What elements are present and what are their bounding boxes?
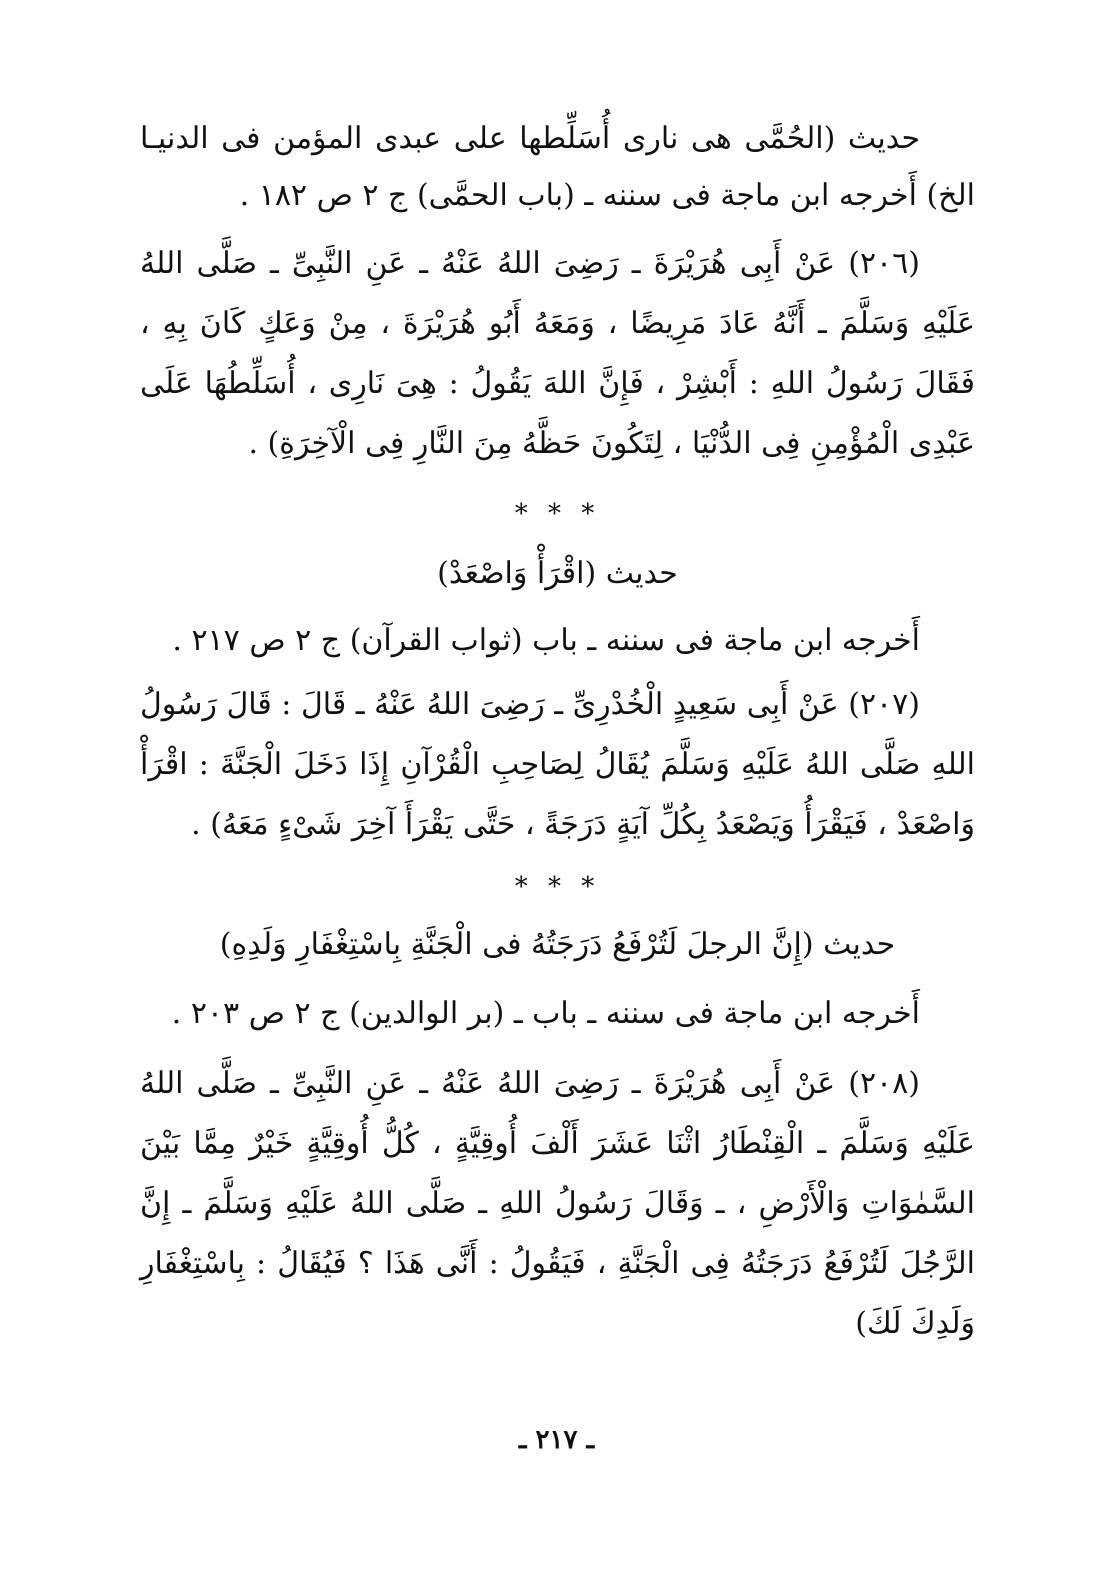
hadith-narration-207: (٢٠٧) عَنْ أَبِى سَعِيدٍ الْخُدْرِىِّ ـ رَضِىَ اللهُ عَنْهُ ـ قَالَ : قَالَ رَسُولُ اللهِ صَلَّى اللهُ عَلَيْهِ وَسَلَّمَ يُقَالُ لِصَاحِبِ الْقُرْآنِ إِذَا دَخَلَ الْجَنَّةَ : اقْرَأْ وَاصْعَدْ ، فَيَقْرَأُ وَيَصْعَدُ بِكُلِّ آيَةٍ دَرَجَةً ، حَتَّى يَقْرَأَ آخِرَ شَىْءٍ مَعَهُ) . <box>140 687 975 842</box>
section-separator: * * * <box>514 499 601 529</box>
hadith-title-207: حديث (اقْرَأْ وَاصْعَدْ) <box>437 556 678 591</box>
hadith-source-207: أَخرجه ابن ماجة فى سننه ـ باب (ثواب القرآن) ج ٢ ص ٢١٧ . <box>172 623 920 658</box>
document-page <box>140 110 975 1354</box>
hadith-title-208: حديث (إِنَّ الرجلَ لَتُرْفَعُ دَرَجَتُهُ فى الْجَنَّةِ بِاسْتِغْفَارِ وَلَدِهِ) <box>219 927 896 962</box>
hadith-narration-208: (٢٠٨) عَنْ أَبِى هُرَيْرَةَ ـ رَضِىَ اللهُ عَنْهُ ـ عَنِ النَّبِىِّ ـ صَلَّى اللهُ عَلَيْهِ وَسَلَّمَ ـ الْقِنْطَارُ اثْنَا عَشَرَ أَلْفَ أُوقِيَّةٍ ، كُلُّ أُوقِيَّةٍ خَيْرٌ مِمَّا بَيْنَ السَّمٰوَاتِ وَالْأَرْضِ ، ـ وَقَالَ رَسُولُ اللهِ ـ صَلَّى اللهُ عَلَيْهِ وَسَلَّمَ ـ إِنَّ الرَّجُلَ لَتُرْفَعُ دَرَجَتُهُ فِى الْجَنَّةِ ، فَيَقُولُ : أَنَّى هَذَا ؟ فَيُقَالُ : بِاسْتِغْفَارِ وَلَدِكَ لَكَ) <box>140 1066 975 1341</box>
hadith-narration-206: (٢٠٦) عَنْ أَبِى هُرَيْرَةَ ـ رَضِىَ اللهُ عَنْهُ ـ عَنِ النَّبِىِّ ـ صَلَّى اللهُ عَلَيْهِ وَسَلَّمَ ـ أَنَّهُ عَادَ مَرِيضًا ، وَمَعَهُ أَبُو هُرَيْرَةَ ، مِنْ وَعَكٍ كَانَ بِهِ ، فَقَالَ رَسُولُ اللهِ : أَبْشِرْ ، فَإِنَّ اللهَ يَقُولُ : هِىَ نَارِى ، أُسَلِّطُهَا عَلَى عَبْدِى الْمُؤْمِنِ فِى الدُّنْيَا ، لِتَكُونَ حَظَّهُ مِنَ النَّارِ فِى الْآخِرَةِ) . <box>140 246 975 461</box>
hadith-source-208: أَخرجه ابن ماجة فى سننه ـ باب ـ (بر الوالدين) ج ٢ ص ٢٠٣ . <box>171 996 920 1031</box>
hadith-title-206: حديث (الحُمَّى هى نارى أُسَلِّطها على عبدى المؤمن فى الدنيـا الخ) أَخرجه ابن ماجة فى سننه ـ (باب الحمَّى) ج ٢ ص ١٨٢ . <box>140 121 975 213</box>
section-separator: * * * <box>514 872 601 902</box>
page-number: ـ ٢١٧ ـ <box>518 1425 595 1455</box>
